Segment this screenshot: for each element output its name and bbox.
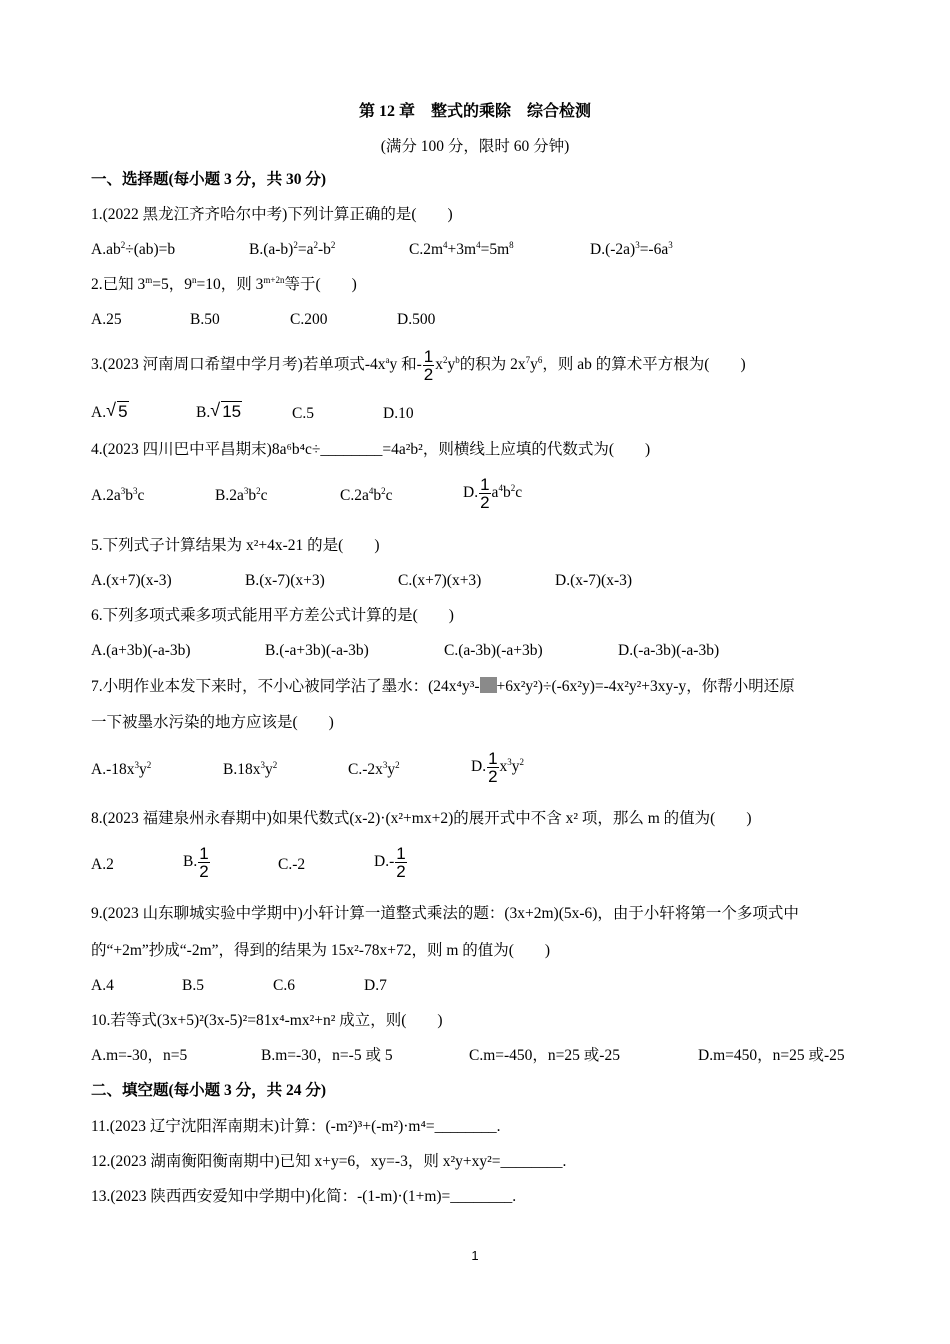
question-9-option-b: B.5: [182, 977, 204, 994]
section-heading-choice: 一、选择题(每小题 3 分，共 30 分): [91, 171, 327, 188]
page-title: 第 12 章 整式的乘除 综合检测: [358, 103, 591, 120]
fraction-one-half: $\frac{1}{2}$: [480, 475, 490, 512]
ink-blot: [480, 677, 497, 693]
question-10-option-d: D.m=450，n=25 或-25: [698, 1047, 845, 1064]
question-12-stem: 12.(2023 湖南衡阳衡南期中)已知 x+y=6，xy=-3，则 x²y+xy²=________.: [91, 1153, 567, 1170]
fraction-one-half: $\frac{1}{2}$: [396, 844, 406, 881]
question-9-option-a: A.4: [91, 977, 114, 994]
question-1-option-c: $C.2m^4+3m^4=5m^8$: [409, 240, 514, 258]
question-6-option-b: B.(-a+3b)(-a-3b): [265, 642, 369, 659]
question-13-stem: 13.(2023 陕西西安爱知中学期中)化简：-(1-m)·(1+m)=________.: [91, 1188, 517, 1205]
question-7-option-d: D. $\frac{1}{2}$ $x^3y^2$: [471, 749, 525, 786]
fraction-one-half: $\frac{1}{2}$: [423, 347, 434, 384]
question-2-option-d: D.500: [397, 311, 436, 328]
question-4-option-b: $B.2a^3b^2c$: [215, 486, 268, 504]
sqrt-symbol: √ 15: [210, 400, 242, 421]
question-1-option-b: $B.(a-b)^2=a^2-b^2$: [249, 240, 336, 258]
question-8-option-c: C.-2: [278, 856, 306, 873]
question-2-option-a: A.25: [91, 311, 122, 328]
question-4-stem: 4.(2023 四川巴中平昌期末)8a⁶b⁴c÷________=4a²b²，则横线上应填的代数式为( ): [91, 441, 651, 458]
question-8-stem: 8.(2023 福建泉州永春期中)如果代数式(x-2)·(x²+mx+2)的展开式中不含 x² 项，那么 m 的值为( ): [91, 810, 752, 827]
question-3-option-d: D.10: [383, 405, 414, 422]
question-7-stem: 7.小明作业本发下来时，不小心被同学沾了墨水：(24x⁴y³- +6x²y²)÷(-6x²y)=-4x²y²+3xy-y，你帮小明还原: [91, 678, 795, 695]
question-6-option-a: A.(a+3b)(-a-3b): [91, 642, 191, 659]
section-heading-fill: 二、填空题(每小题 3 分，共 24 分): [91, 1082, 327, 1099]
fraction-one-half: $\frac{1}{2}$: [199, 844, 209, 881]
question-6-option-d: D.(-a-3b)(-a-3b): [618, 642, 720, 659]
question-9-stem-line2: 的“+2m”抄成“-2m”，得到的结果为 15x²-78x+72，则 m 的值为( ): [91, 942, 551, 959]
question-5-option-c: C.(x+7)(x+3): [398, 572, 482, 589]
question-6-option-c: C.(a-3b)(-a+3b): [444, 642, 543, 659]
question-10-option-b: B.m=-30，n=-5 或 5: [261, 1047, 393, 1064]
question-1-option-d: $D.(-2a)^3=-6a^3$: [590, 240, 673, 258]
question-3-option-c: C.5: [292, 405, 314, 422]
question-5-option-a: A.(x+7)(x-3): [91, 572, 172, 589]
question-10-option-c: C.m=-450，n=25 或-25: [469, 1047, 620, 1064]
page-subtitle: (满分 100 分，限时 60 分钟): [380, 138, 570, 155]
question-5-option-b: B.(x-7)(x+3): [245, 572, 325, 589]
question-2-stem: 2.已知 $3^m=5$，$9^n=10$，则 $3^{m+2n}$等于( ): [91, 275, 357, 293]
question-8-option-a: A.2: [91, 856, 114, 873]
question-8-option-b: B. $\frac{1}{2}$: [183, 844, 209, 881]
sqrt-symbol: √ 5: [106, 400, 128, 421]
question-9-stem: 9.(2023 山东聊城实验中学期中)小轩计算一道整式乘法的题：(3x+2m)(5x-6)，由于小轩将第一个多项式中: [91, 905, 799, 922]
question-7-stem-line2: 一下被墨水污染的地方应该是( ): [91, 714, 334, 731]
question-9-option-c: C.6: [273, 977, 295, 994]
question-2-option-c: C.200: [290, 311, 328, 328]
page-number: 1: [471, 1248, 479, 1263]
question-3-stem: 3.(2023 河南周口希望中学月考)若单项式$-4x^ay$ 和- $\frac{1}{2}$ $x^2y^b$的积为 $2x^7y^6$，则 ab 的算术平方根为( ): [91, 347, 746, 384]
question-3-option-a: A. √ 5: [91, 400, 128, 421]
question-5-option-d: D.(x-7)(x-3): [555, 572, 633, 589]
question-1-stem: 1.(2022 黑龙江齐齐哈尔中考)下列计算正确的是( ): [91, 206, 453, 223]
question-7-option-c: $C.-2x^3y^2$: [348, 760, 400, 778]
question-7-option-a: $A.-18x^3y^2$: [91, 760, 152, 778]
question-10-stem: 10.若等式(3x+5)²(3x-5)²=81x⁴-mx²+n² 成立，则( ): [91, 1012, 443, 1029]
question-4-option-a: $A.2a^3b^3c$: [91, 486, 145, 504]
question-1-option-a: $A.ab^2\div(ab)=b$: [91, 240, 176, 258]
fraction-one-half: $\frac{1}{2}$: [488, 749, 498, 786]
question-6-stem: 6.下列多项式乘多项式能用平方差公式计算的是( ): [91, 607, 454, 624]
question-3-option-b: B. √ 15: [196, 400, 242, 421]
question-4-option-d: D. $\frac{1}{2}$ $a^4b^2c$: [463, 475, 523, 512]
question-8-option-d: D.- $\frac{1}{2}$: [374, 844, 406, 881]
question-9-option-d: D.7: [364, 977, 387, 994]
question-5-stem: 5.下列式子计算结果为 x²+4x-21 的是( ): [91, 537, 380, 554]
question-11-stem: 11.(2023 辽宁沈阳浑南期末)计算：(-m²)³+(-m²)·m⁴=________.: [91, 1118, 501, 1135]
question-2-option-b: B.50: [190, 311, 220, 328]
question-4-option-c: $C.2a^4b^2c$: [340, 486, 393, 504]
question-10-option-a: A.m=-30，n=5: [91, 1047, 188, 1064]
question-7-option-b: $B.18x^3y^2$: [223, 760, 278, 778]
